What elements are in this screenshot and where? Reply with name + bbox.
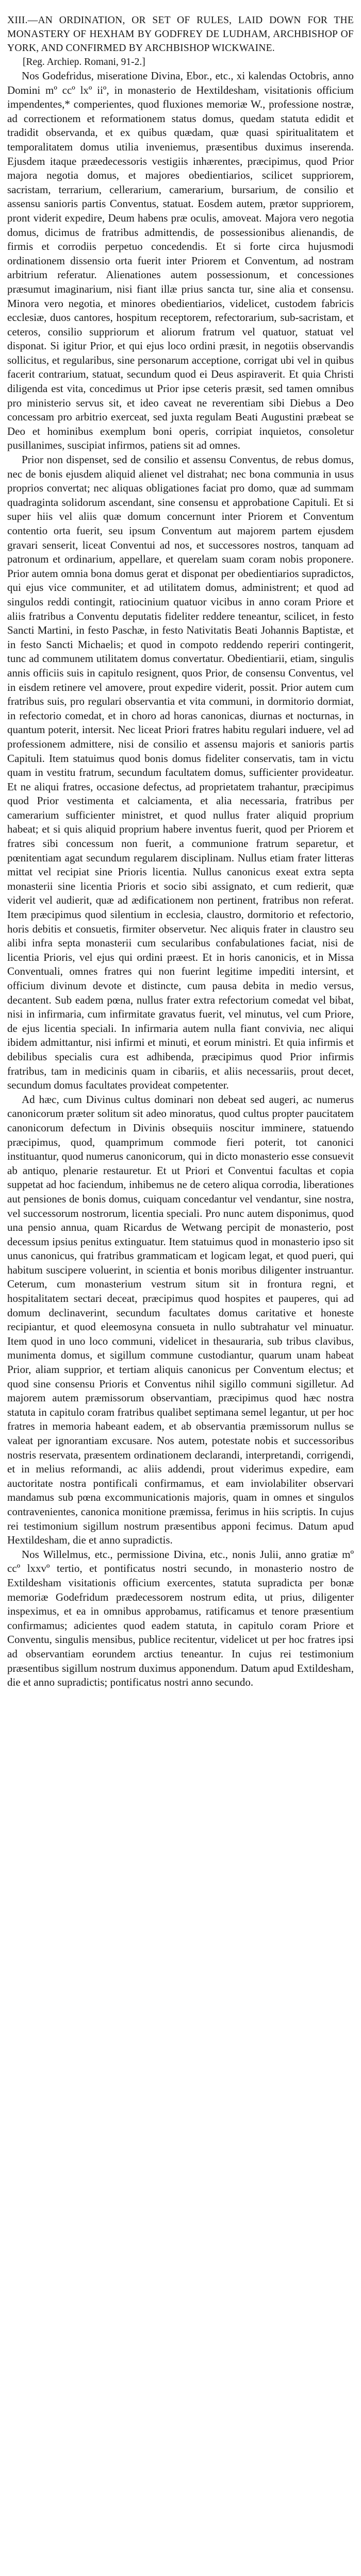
paragraph-2: Prior non dispenset, sed de consilio et assensu Conventus, de rebus domus, nec de bonis ejusdem aliquid alienet vel distrahat; nec bona communia in usus proprios convertat; nec aliquas obligationes faciat pro domo, quæ ad summam quadraginta solidorum ascendant, sine consensu et approbatione Capituli. Et si super hiis vel aliis quæ domum concernunt inter Priorem et Conventum contentio orta fuerit, seu ipsum Conventum aut majorem partem ejusdem gravari senserit, liceat Conventui ad nos, et successores nostros, tanquam ad patronum et ordinarium, appellare, et querelam suam coram nobis proponere. Prior autem omnia bona domus gerat et disponat per obedientiarios supradictos, qui ejus vice communiter, et ad utilitatem domus, administrent; et quod ad singulos reddi contingit, ratiocinium quatuor vicibus in anno coram Priore et aliis fratribus a Conventu deputatis fideliter reddere teneantur, scilicet, in festo Sancti Martini, in festo Paschæ, in festo Nativitatis Beati Johannis Baptistæ, et in festo Sancti Michaelis; et quod in compoto reddendo reperiri contingerit, tunc ad communem utilitatem domus convertatur. Obedientiarii, etiam, singulis annis officiis suis in capitulo resignent, quos Prior, de consensu Conventus, vel in eisdem retinere vel amovere, prout expedire viderit, possit. Prior autem cum fratribus suis, pro regulari observantia et vita communi, in dormitorio dormiat, in refectorio comedat, et in choro ad horas canonicas, diurnas et nocturnas, in quantum poterit, intersit. Nec liceat Priori fratres habitu regulari induere, vel ad professionem admittere, nisi de consilio et assensu majoris et sanioris partis Capituli. Item statuimus quod bonis domus fideliter conservatis, tam in victu quam in vestitu fratrum, secundum facultatem domus, sufficienter provideatur. Et ne aliqui fratres, occasione defectus, ad proprietatem trahantur, præcipimus quod Prior vestimenta et calciamenta, et alia necessaria, fratribus per camerarium sufficienter ministret, et quod nullus frater aliquid proprium habeat; et si quis aliquid proprium habere inventus fuerit, quod per Priorem et fratres sibi concessum non fuerit, a communione fratrum separetur, et pœnitentiam agat secundum regularem disciplinam. Nullus etiam frater litteras mittat vel recipiat sine Prioris licentia. Nullus canonicus exeat extra septa monasterii sine licentia Prioris et socio sibi assignato, et cum redierit, quæ viderit vel audierit, quæ ad ædificationem non pertinent, fratribus non referat. Item præcipimus quod silentium in ecclesia, claustro, dormitorio et refectorio, horis debitis et consuetis, firmiter observetur. Nec aliquis frater in claustro seu alibi infra septa monasterii cum secularibus confabulationes faciat, nisi de licentia Prioris, vel ejus qui ordini præest. Et in horis canonicis, et in Missa Conventuali, omnes fratres qui non fuerint legitime impediti intersint, et officium divinum devote et distincte, cum pausa debita in medio versus, decantent. Sub eadem pœna, nullus frater extra refectorium comedat vel bibat, nisi in infirmaria, cum infirmitate gravatus fuerit, vel minutus, vel cum Priore, de ejus licentia speciali. In infirmaria autem nulla fiant convivia, nec aliqui ibidem admittantur, nisi infirmi et minuti, et eorum ministri. Et quia infirmis et debilibus specialis cura est adhibenda, præcipimus quod Prior infirmis fratribus, tam in medicinis quam in cibariis, et aliis necessariis, prout decet, secundum domus facultates provideat competenter.	[7, 453, 354, 1092]
paragraph-3: Ad hæc, cum Divinus cultus dominari non debeat sed augeri, ac numerus canonicorum præter solitum sit adeo minoratus, quod cultus propter paucitatem canonicorum defectum in Divinis obsequiis noscitur imminere, statuendo præcipimus, quod, quamprimum commode fieri poterit, tot canonici instituantur, quod numerus canonicorum, qui in dicto monasterio esse consuevit ab antiquo, plenarie restauretur. Et ut Priori et Conventui facultas et copia suppetat ad hoc faciendum, inhibemus ne de cetero aliqua corrodia, liberationes aut pensiones de bonis domus, cuiquam concedantur vel vendantur, sine nostra, vel successorum nostrorum, licentia speciali. Pro nunc autem disponimus, quod una pensio annua, quam Ricardus de Wetwang percipit de monasterio, post decessum ipsius penitus extinguatur. Item statuimus quod in monasterio ipso sit unus canonicus, qui fratribus grammaticam et logicam legat, et quod pueri, qui habitum suscipere voluerint, in scientia et bonis moribus diligenter instruantur. Ceterum, cum monasterium vestrum situm sit in frontura regni, et hospitalitatem sectari deceat, præcipimus quod hospites et pauperes, qui ad domum declinaverint, secundum facultates domus caritative et honeste recipiantur, et quod eleemosyna consueta in nullo subtrahatur vel minuatur. Item quod in uno loco communi, videlicet in thesauraria, sub tribus clavibus, munimenta domus, et sigillum commune custodiantur, quarum unam habeat Prior, aliam supprior, et tertiam aliquis canonicus per Conventum electus; et quod sine consensu Prioris et Conventus nihil sigillo communi sigilletur. Ad majorem autem præmissorum observantiam, præcipimus quod hæc nostra statuta in capitulo coram fratribus qualibet septimana semel legantur, ut per hoc fratres in memoria habeant eadem, et ab observantia præmissorum nullus se valeat per ignorantiam excusare. Nos autem, potestate nobis et successoribus nostris reservata, præsentem ordinationem declarandi, interpretandi, corrigendi, et in melius reformandi, ac aliis addendi, prout viderimus expedire, eam auctoritate nostra pontificali confirmamus, et eam inviolabiliter observari mandamus sub pœna excommunicationis majoris, quam in omnes et singulos contravenientes, canonica monitione præmissa, ferimus in hiis scriptis. In cujus rei testimonium sigillum nostrum præsentibus apponi fecimus. Datum apud Hextildesham, die et anno supradictis.	[7, 1093, 354, 1547]
document-heading	[7, 13, 354, 55]
document-number: XIII.	[7, 15, 28, 26]
document-title: —AN ORDINATION, OR SET OF RULES, LAID DOWN FOR THE MONASTERY OF HEXHAM BY GODFREY DE LUDHAM, ARCHBISHOP OF YORK, AND CONFIRMED BY ARCHBISHOP WICKWAINE.	[7, 15, 354, 54]
document-source: [Reg. Archiep. Romani, 91-2.]	[23, 57, 145, 67]
paragraph-1: Nos Godefridus, miseratione Divina, Ebor., etc., xi kalendas Octobris, anno Domini mº ccº lxº iiº, in monasterio de Hextildesham, visitationis officium impendentes,* comperientes, quod fluxiones memoriæ W., professione nostræ, ad correctionem et reformationem status domus, quedam statuta edidit et tradidit observanda, et ex quibus quædam, quæ quasi spiritualitatem et temporalitatem domus utilia inveniemus, præsentibus duximus inserenda. Ejusdem itaque præedecessoris vestigiis inhærentes, præcipimus, quod Prior majora negotia domus, et majores obedientiarios, scilicet suppriorem, sacristam, terrarium, cellerarium, camerarium, bursarium, de consilio et assensu sanioris partis Conventus, statuat. Eosdem autem, prætor suppriorem, pront viderit expedire, Deum habens præ oculis, amoveat. Majora vero negotia domus, dicimus de fratribus admittendis, de possessionibus alienandis, de firmis et corrodiis perpetuo concedendis. Et si forte circa hujusmodi ordinationem dissensio orta fuerit inter Priorem et Conventum, ad nostram arbitrium referatur. Alienationes autem possessionum, et concessiones præsumut imaginarium, nisi fiant illæ prius sancta tur, sine alia et consensu. Minora vero negotia, et minores obedientiarios, videlicet, custodem fabricis ecclesiæ, duos cantores, hospitum receptorem, refectorarium, sub-sacristam, et ceteros, consilio suppriorum et aliorum fratrum vel quatuor, statuat vel disponat. Si igitur Prior, et qui ejus loco ordini præsit, in negotiis observandis sollicitus, et regularibus, sine personarum acceptione, corrigat ubi vel in quibus facerit contrarium, statuat, secundum quod ei Deus aspiraverit. Et quia Christi diligenda est vita, concedimus ut Prior ipse ceteris præsit, sed tamen omnibus pro ministerio servus sit, et ideo caveat ne reverentiam sibi Diebus a Deo concessam pro arbitrio exerceat, sed juxta regulam Beati Augustini præbeat se Deo et hominibus exemplum boni operis, corripiat inquietos, consoletur pusillanimes, suscipiat infirmos, patiens sit ad omnes.	[7, 70, 354, 452]
paragraph-4: Nos Willelmus, etc., permissione Divina, etc., nonis Julii, anno gratiæ mº ccº lxxvº tertio, et pontificatus nostri secundo, in monasterio nostro de Extildesham visitationis officium exercentes, statuta supradicta per bonæ memoriæ Godefridum prædecessorem nostrum edita, ut prius, diligenter inspeximus, et ea in omnibus approbamus, ratificamus et tenore præsentium confirmamus; adicientes quod eadem statuta, in capitulo coram Priore et Conventu, singulis mensibus, publice recitentur, videlicet ut per hoc fratres ipsi ad observantiam eorundem arctius teneantur. In cujus rei testimonium præsentibus sigillum nostrum duximus apponendum. Datum apud Extildesham, die et anno supradictis; pontificatus nostri anno secundo.	[7, 1548, 354, 1689]
